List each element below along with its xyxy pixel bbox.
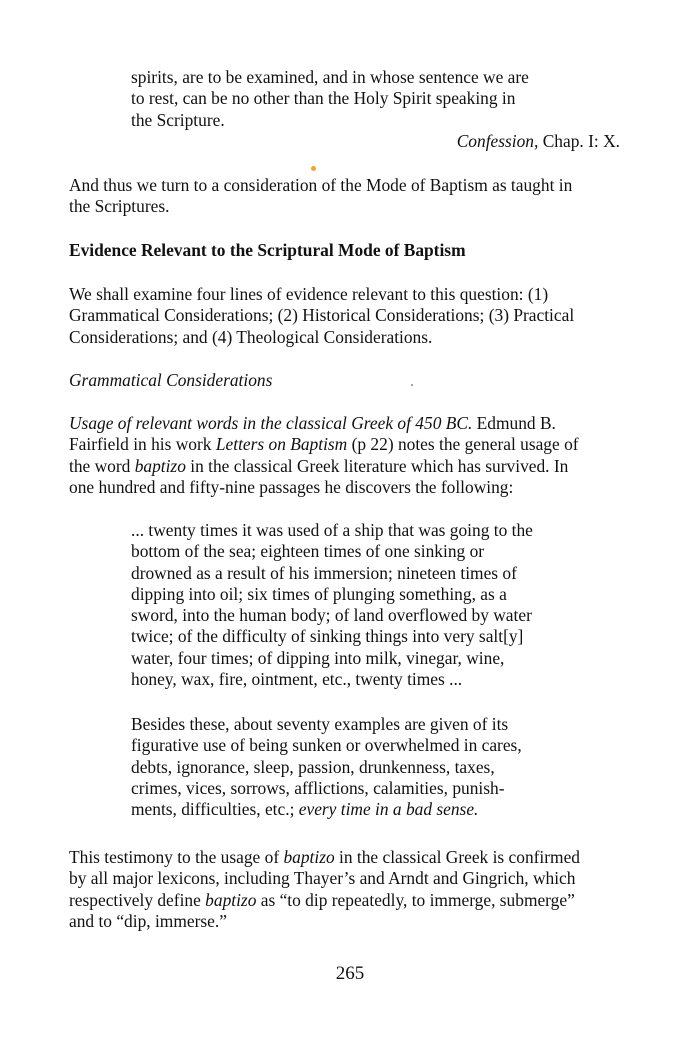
greek-term: baptizo bbox=[134, 455, 186, 476]
greek-term: baptizo bbox=[283, 847, 335, 867]
quote-citation bbox=[300, 131, 620, 152]
citation-title: Confession, bbox=[456, 131, 539, 151]
paragraph-line bbox=[69, 456, 579, 477]
quote-line: honey, wax, fire, ointment, etc., twenty times ... bbox=[131, 669, 463, 690]
quote-line: bottom of the sea; eighteen times of one sinking or bbox=[131, 541, 485, 562]
fairfield-quote-2 bbox=[131, 714, 522, 820]
paragraph-line bbox=[69, 413, 579, 434]
quote-line: ... twenty times it was used of a ship that was going to the bbox=[131, 520, 533, 540]
paragraph-line: one hundred and fifty-nine passages he discovers the following: bbox=[69, 476, 514, 497]
quote-line: to rest, can be no other than the Holy Spirit speaking in bbox=[131, 88, 516, 109]
subsection-heading: Grammatical Considerations bbox=[69, 370, 273, 390]
text-run: Edmund B. bbox=[472, 413, 556, 433]
paragraph-line bbox=[69, 890, 580, 911]
text-run: in the classical Greek is confirmed bbox=[334, 847, 580, 867]
testimony-paragraph bbox=[69, 847, 580, 932]
stray-dot bbox=[411, 384, 413, 386]
run-in-heading: Usage of relevant words in the classical Greek of 450 BC. bbox=[69, 413, 473, 433]
book-title: Letters on Baptism bbox=[215, 434, 348, 455]
text-run: in the classical Greek literature which has survived. In bbox=[185, 455, 569, 476]
paragraph-line: And thus we turn to a consideration of the Mode of Baptism as taught in bbox=[69, 175, 573, 195]
fairfield-quote-1 bbox=[131, 520, 533, 690]
quote-line: spirits, are to be examined, and in whose sentence we are bbox=[131, 67, 529, 87]
page-number: 265 bbox=[335, 963, 365, 984]
quote-line: Besides these, about seventy examples are given of its bbox=[131, 714, 509, 734]
quote-line bbox=[131, 799, 522, 820]
confession-quote bbox=[131, 67, 529, 131]
greek-term: baptizo bbox=[205, 889, 257, 910]
quote-line: twice; of the difficulty of sinking things into very salt[y] bbox=[131, 626, 524, 647]
text-run: as “to dip repeatedly, to immerge, submerge” bbox=[256, 889, 575, 910]
ink-speck bbox=[311, 166, 316, 171]
text-run: the word bbox=[69, 455, 135, 476]
emphasis: every time in a bad sense. bbox=[298, 799, 479, 820]
text-run: (p 22) notes the general usage of bbox=[347, 434, 579, 455]
text-run: This testimony to the usage of bbox=[69, 847, 284, 867]
paragraph-line bbox=[69, 847, 580, 868]
quote-line: drowned as a result of his immersion; nineteen times of bbox=[131, 562, 517, 583]
quote-line: sword, into the human body; of land overflowed by water bbox=[131, 605, 532, 626]
paragraph-line bbox=[69, 434, 579, 455]
paragraph-line: the Scriptures. bbox=[69, 196, 170, 217]
section-heading: Evidence Relevant to the Scriptural Mode of Baptism bbox=[69, 240, 466, 260]
quote-line: water, four times; of dipping into milk, vinegar, wine, bbox=[131, 647, 505, 668]
text-run: respectively define bbox=[69, 889, 206, 910]
text-run: ments, difficulties, etc.; bbox=[131, 799, 299, 820]
quote-line: debts, ignorance, sleep, passion, drunkenness, taxes, bbox=[131, 756, 495, 777]
paragraph-line: by all major lexicons, including Thayer’s and Arndt and Gingrich, which bbox=[69, 868, 576, 889]
usage-paragraph bbox=[69, 413, 579, 498]
quote-line: crimes, vices, sorrows, afflictions, calamities, punish- bbox=[131, 777, 505, 798]
paragraph-line: We shall examine four lines of evidence relevant to this question: (1) bbox=[69, 284, 549, 304]
quote-line: dipping into oil; six times of plunging something, as a bbox=[131, 583, 507, 604]
paragraph-line: Considerations; and (4) Theological Considerations. bbox=[69, 326, 433, 347]
citation-reference: Chap. I: X. bbox=[538, 131, 620, 151]
quote-line: the Scripture. bbox=[131, 109, 225, 130]
paragraph-line: and to “dip, immerse.” bbox=[69, 910, 227, 931]
text-run: Fairfield in his work bbox=[69, 434, 216, 455]
quote-line: figurative use of being sunken or overwhelmed in cares, bbox=[131, 735, 522, 756]
intro-paragraph bbox=[69, 175, 572, 218]
paragraph-line: Grammatical Considerations; (2) Historical Considerations; (3) Practical bbox=[69, 305, 575, 326]
lines-of-evidence-paragraph bbox=[69, 284, 574, 348]
